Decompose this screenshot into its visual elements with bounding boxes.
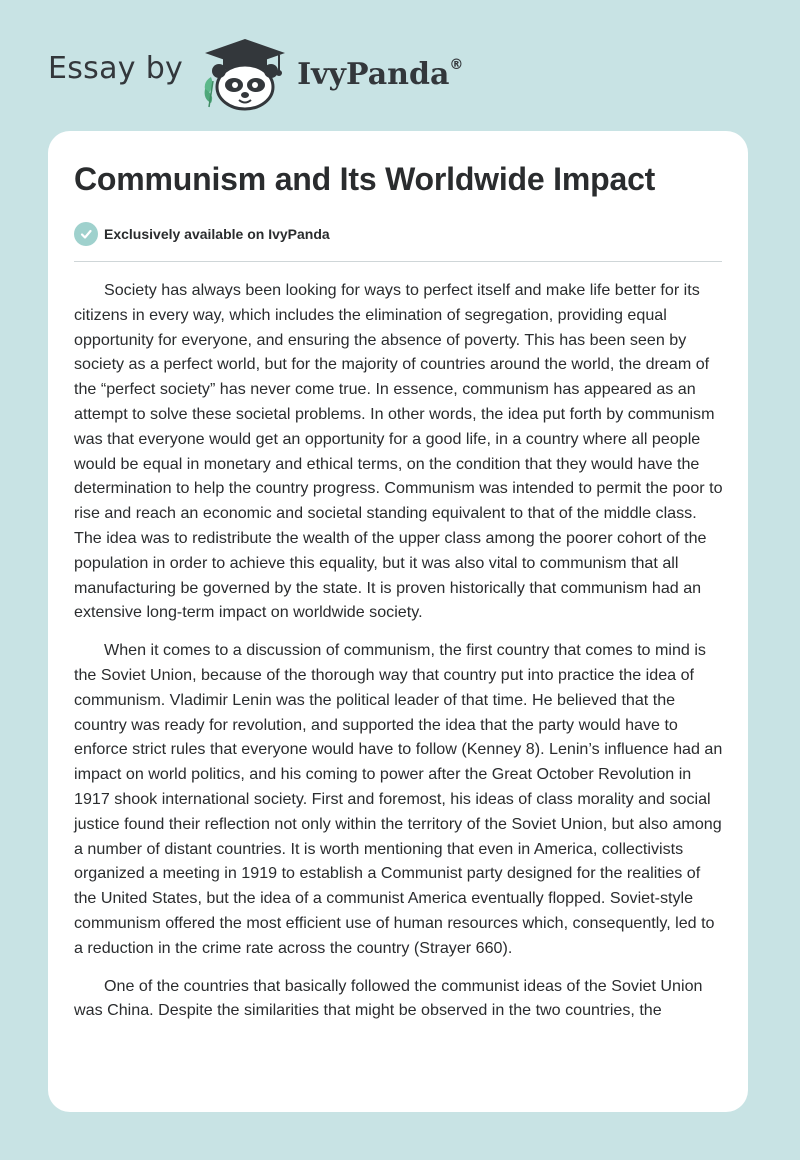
paragraph: Society has always been looking for ways to perfect itself and make life better for its citizens in every way, which includes the elimination of segregation, providing equal opportunity for everyone, and ensuring the absence of poverty. This has been seen by society as a perfect world, but for the majority of countries around the world, the dream of the “perfect society” has never come true. In essence, communism has appeared as an attempt to solve these societal problems. In other words, the idea put forth by communism was that everyone would get an opportunity for a good life, in a country where all people would be equal in monetary and ethical terms, on the condition that they would have the determination to help the country progress. Communism was intended to permit the poor to rise and reach an economic and societal standing equivalent to that of the middle class. The idea was to redistribute the wealth of the upper class among the poorer cohort of the population in order to achieve this equality, but it was also vital to communism that all manufacturing be governed by the state. It is proven historically that communism had an extensive long-term impact on worldwide society. bbox=[74, 281, 723, 622]
paragraph: One of the countries that basically followed the communist ideas of the Soviet Union was China. Despite the similarities that might be observed in the two countries, the bbox=[74, 976, 703, 1020]
exclusive-badge-label: Exclusively available on IvyPanda bbox=[104, 226, 330, 242]
ivypanda-logo-icon[interactable] bbox=[199, 37, 291, 111]
essay-by-label: Essay by bbox=[48, 50, 184, 86]
exclusive-badge bbox=[74, 222, 330, 246]
site-header bbox=[48, 34, 463, 114]
registered-mark: ® bbox=[449, 56, 464, 73]
paragraph: When it comes to a discussion of communism, the first country that comes to mind is the Soviet Union, because of the thorough way that country put into practice the idea of communism. Vladimir Lenin was the political leader of that time. He believed that the country was ready for revolution, and supported the idea that the party would have to enforce strict rules that everyone would have to follow (Kenney 8). Lenin’s influence had an impact on world politics, and his coming to power after the Great October Revolution in 1917 shook international society. First and foremost, his ideas of class morality and social justice found their reflection not only within the territory of the Soviet Union, but also among a number of distant countries. It is worth mentioning that even in America, collectivists organized a meeting in 1919 to establish a Communist party designed for the realities of the United States, but the idea of a communist America eventually flopped. Soviet-style communism offered the most efficient use of human resources which, consequently, led to a reduction in the crime rate across the country (Strayer 660). bbox=[74, 641, 723, 957]
brand-name[interactable] bbox=[297, 57, 463, 92]
essay-card bbox=[48, 131, 748, 1112]
essay-body bbox=[74, 278, 724, 1036]
check-icon bbox=[74, 222, 98, 246]
brand-label: IvyPanda bbox=[297, 56, 450, 92]
divider bbox=[74, 261, 722, 262]
essay-title: Communism and Its Worldwide Impact bbox=[74, 161, 656, 197]
